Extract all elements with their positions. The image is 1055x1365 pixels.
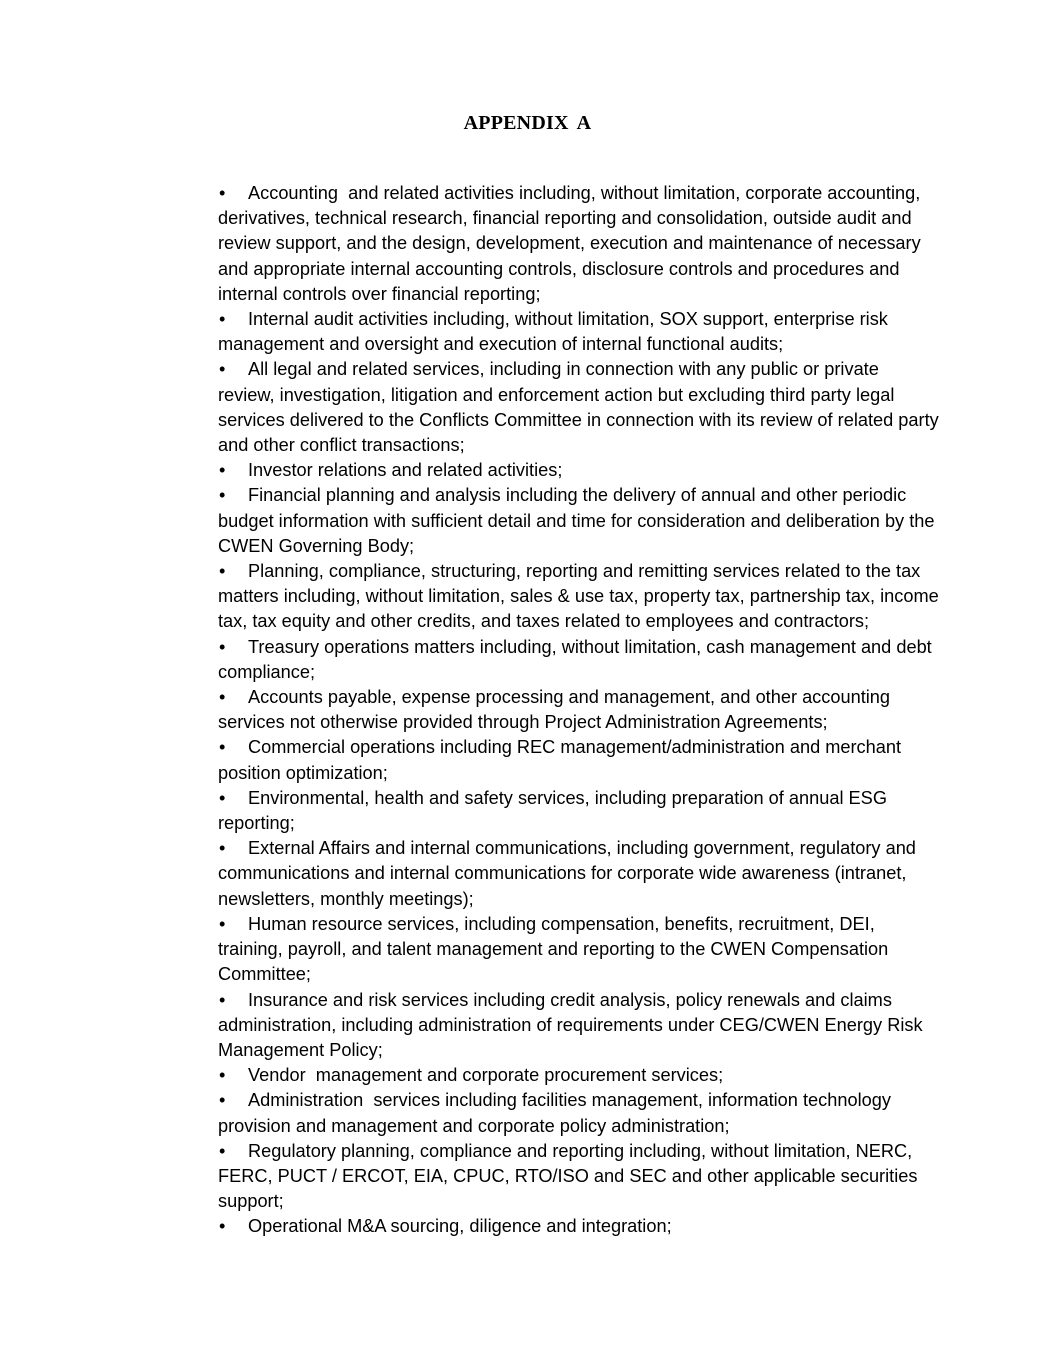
list-item [218,635,940,685]
list-item-text: All legal and related services, including in connection with any public or private review, investigation, litigation and enforcement action but excluding third party legal services delivered to the Conflicts Committee in connection with its review of related party and other conflict transactions; [218,359,944,456]
bullet-icon: • [219,989,226,1010]
bullet-icon: • [219,1090,226,1111]
bullet-icon: • [219,359,226,380]
list-item [218,735,940,785]
list-item-text: Administration services including facilities management, information technology provision and management and corporate policy administration; [218,1090,897,1136]
bullet-icon: • [219,737,226,758]
bullet-icon: • [219,460,226,481]
services-list [218,181,944,1240]
list-item [218,559,944,635]
list-item [218,458,940,483]
page-title: APPENDIX A [463,112,592,134]
list-item-text: Operational M&A sourcing, diligence and integration; [248,1216,672,1237]
bullet-icon: • [219,485,226,506]
list-item [218,307,940,357]
list-item-text: Financial planning and analysis including the delivery of annual and other periodic budget information with sufficient detail and time for consideration and deliberation by the CWEN Governing Body; [218,485,940,556]
list-item [218,181,940,307]
bullet-icon: • [219,1065,226,1086]
bullet-icon: • [219,787,226,808]
list-item-text: External Affairs and internal communications, including government, regulatory and communications and internal communications for corporate wide awareness (intranet, newsletters, monthly meetings); [218,838,921,909]
list-item [218,357,944,458]
list-item [218,786,940,836]
list-item-text: Planning, compliance, structuring, reporting and remitting services related to the tax matters including, without limitation, sales & use tax, property tax, partnership tax, income tax, tax equity and other credits, and taxes related to employees and contractors; [218,561,944,632]
list-item [218,1088,940,1138]
list-item-text: Investor relations and related activities; [248,460,563,481]
list-item-text: Environmental, health and safety services, including preparation of annual ESG reporting; [218,787,893,834]
bullet-icon: • [219,838,226,859]
list-item [218,1214,940,1239]
bullet-icon: • [219,183,226,203]
bullet-icon: • [219,561,226,582]
list-item-text: Accounting and related activities including, without limitation, corporate accounting, derivatives, technical research, financial reporting and consolidation, outside audit and review support, and the design, development, execution and maintenance of necessary and appropriate internal accounting controls, disclosure controls and procedures and internal controls over financial reporting; [218,183,926,304]
bullet-icon: • [219,636,226,657]
list-item-text: Insurance and risk services including credit analysis, policy renewals and claims administration, including administration of requirements under CEG/CWEN Energy Risk Management Policy; [218,989,928,1060]
list-item-text: Regulatory planning, compliance and reporting including, without limitation, NERC, FERC, PUCT / ERCOT, EIA, CPUC, RTO/ISO and SEC and other applicable securities support; [218,1140,923,1212]
list-item-text: Vendor management and corporate procurement services; [248,1065,724,1086]
list-item-text: Internal audit activities including, without limitation, SOX support, enterprise risk management and oversight and execution of internal functional audits; [218,309,893,355]
list-item-text: Human resource services, including compensation, benefits, recruitment, DEI, training, payroll, and talent management and reporting to the CWEN Compensation Committee; [218,913,894,985]
list-item [218,1063,940,1088]
bullet-icon: • [219,913,226,934]
bullet-icon: • [219,1216,226,1237]
list-item [218,483,940,559]
list-item [218,1139,940,1215]
bullet-icon: • [219,687,226,708]
list-item [218,912,940,988]
bullet-icon: • [219,309,226,330]
list-item [218,988,940,1064]
list-item [218,685,940,735]
bullet-icon: • [219,1140,226,1161]
list-item [218,836,940,912]
list-item-text: Treasury operations matters including, without limitation, cash management and debt compliance; [218,636,937,682]
list-item-text: Accounts payable, expense processing and management, and other accounting services not otherwise provided through Project Administration Agreements; [218,687,896,733]
list-item-text: Commercial operations including REC management/administration and merchant position optimization; [218,737,907,783]
